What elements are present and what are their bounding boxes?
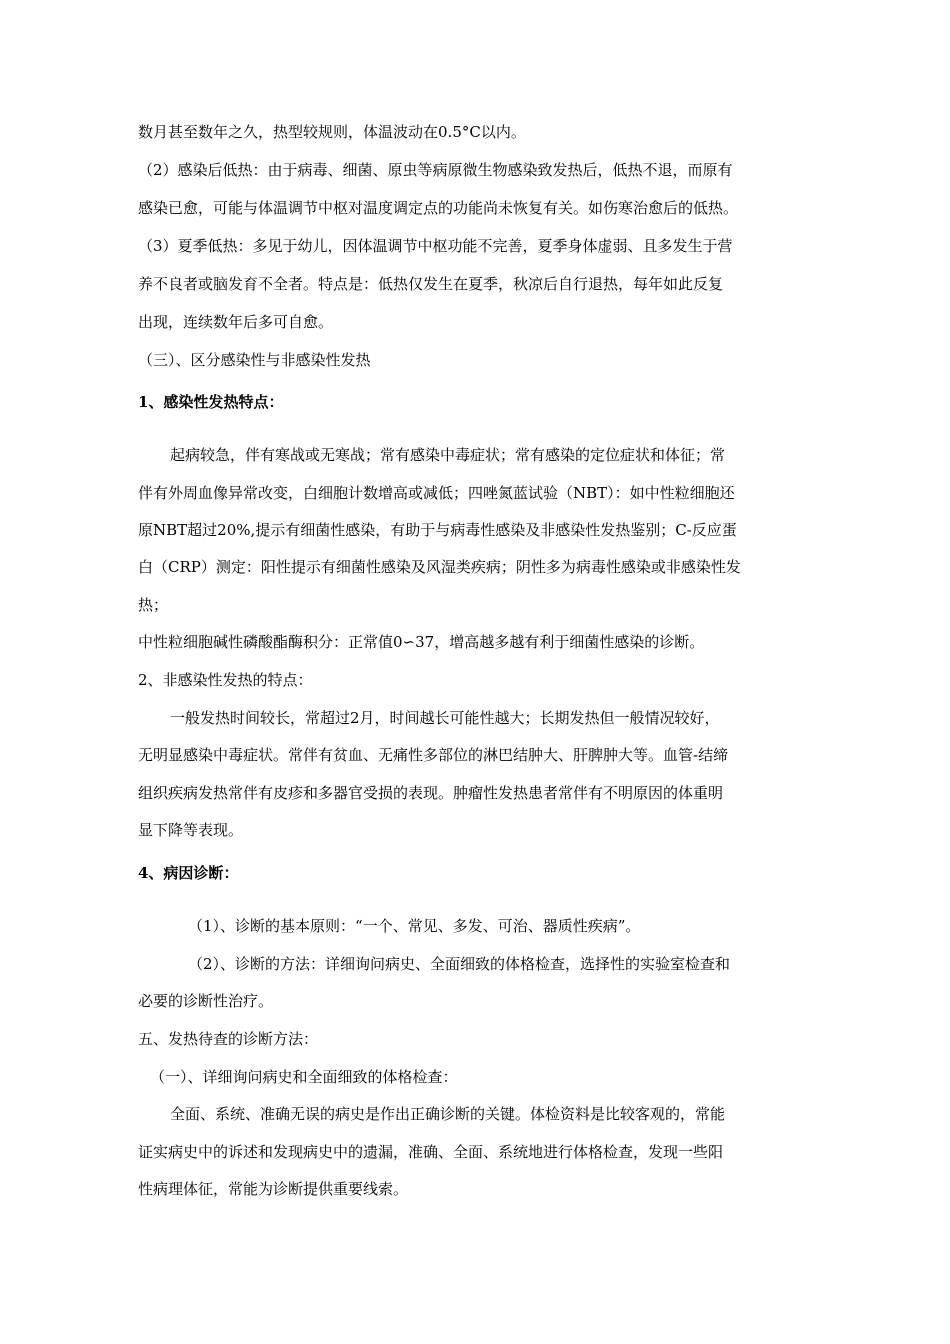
text-line: 养不良者或脑发育不全者。特点是：低热仅发生在夏季，秋凉后自行退热，每年如此反复 xyxy=(138,275,724,293)
text-line: （2）、诊断的方法：详细询问病史、全面细致的体格检查，选择性的实验室检查和 xyxy=(188,955,731,973)
section-heading: （三）、区分感染性与非感染性发热 xyxy=(138,351,371,369)
text-line: 中性粒细胞碱性磷酸酯酶积分：正常值0∽37，增高越多越有利于细菌性感染的诊断。 xyxy=(138,633,705,651)
text-line: （1）、诊断的基本原则：“一个、常见、多发、可治、器质性疾病”。 xyxy=(188,917,641,935)
text-line: 组织疾病发热常伴有皮疹和多器官受损的表现。肿瘤性发热患者常伴有不明原因的体重明 xyxy=(138,784,724,802)
text-line: （3）夏季低热：多见于幼儿，因体温调节中枢功能不完善，夏季身体虚弱、且多发生于营 xyxy=(138,237,733,255)
subsection-heading: 1、感染性发热特点： xyxy=(138,393,284,411)
text-line: 性病理体征，常能为诊断提供重要线索。 xyxy=(138,1180,409,1198)
subsection-heading: 4、病因诊断： xyxy=(138,864,239,882)
text-line: 热； xyxy=(138,596,169,614)
text-line: 全面、系统、准确无误的病史是作出正确诊断的关键。体检资料是比较客观的，常能 xyxy=(170,1105,726,1123)
text-line: 出现，连续数年后多可自愈。 xyxy=(138,313,334,331)
text-line: 一般发热时间较长，常超过2月，时间越长可能性越大；长期发热但一般情况较好， xyxy=(170,709,720,727)
text-line: 伴有外周血像异常改变，白细胞计数增高或减低；四唑氮蓝试验（NBT）：如中性粒细胞还 xyxy=(138,484,735,502)
text-line: 原NBT超过20%,提示有细菌性感染，有助于与病毒性感染及非感染性发热鉴别；C-反应蛋 xyxy=(138,521,737,539)
subsection-heading: （一）、详细询问病史和全面细致的体格检查： xyxy=(150,1068,458,1086)
text-line: 证实病史中的诉述和发现病史中的遗漏，准确、全面、系统地进行体格检查，发现一些阳 xyxy=(138,1143,724,1161)
text-line: 数月甚至数年之久，热型较规则，体温波动在0.5°C以内。 xyxy=(138,123,526,141)
text-line: 必要的诊断性治疗。 xyxy=(138,992,274,1010)
text-line: 显下降等表现。 xyxy=(138,821,244,839)
text-line: 白（CRP）测定：阳性提示有细菌性感染及风湿类疾病；阴性多为病毒性感染或非感染性发 xyxy=(138,558,741,576)
text-line: 感染已愈，可能与体温调节中枢对温度调定点的功能尚未恢复有关。如伤寒治愈后的低热。 xyxy=(138,199,739,217)
text-line: 起病较急，伴有寒战或无寒战；常有感染中毒症状；常有感染的定位症状和体征；常 xyxy=(170,446,726,464)
section-heading: 五、发热待查的诊断方法： xyxy=(138,1030,319,1048)
text-line: （2）感染后低热：由于病毒、细菌、原虫等病原微生物感染致发热后，低热不退，而原有 xyxy=(138,161,733,179)
subsection-heading: 2、非感染性发热的特点： xyxy=(138,671,313,689)
text-line: 无明显感染中毒症状。常伴有贫血、无痛性多部位的淋巴结肿大、肝脾肿大等。血管-结缔 xyxy=(138,746,729,764)
